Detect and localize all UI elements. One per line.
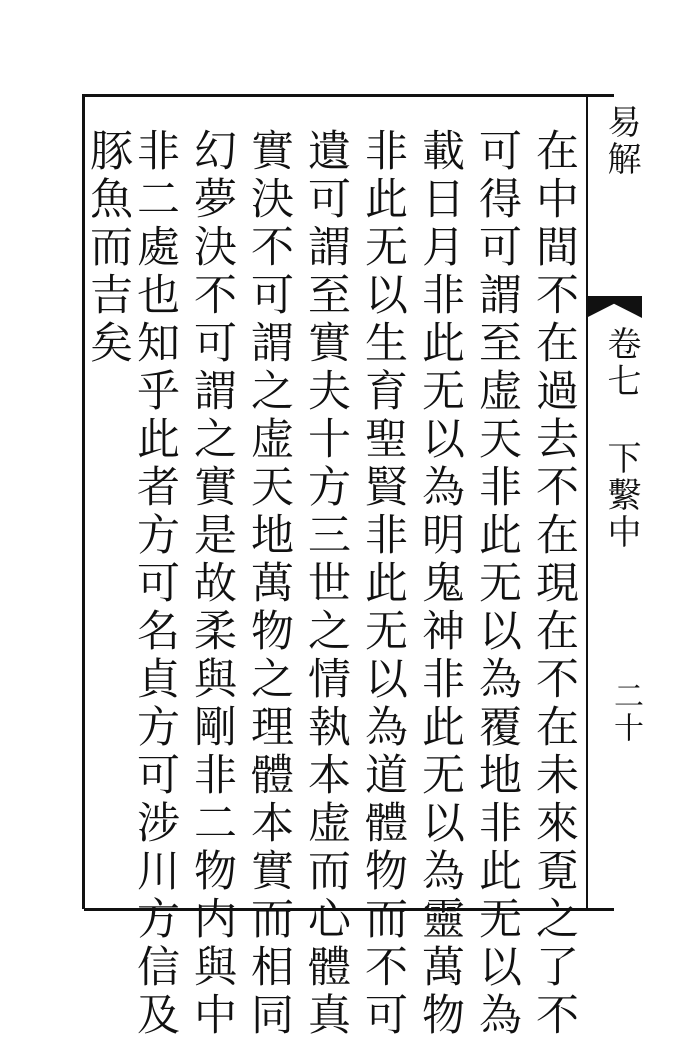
text-column-5: 遺可謂至實夫十方三世之情執本虚而心體真 bbox=[301, 128, 351, 1040]
text-column-3: 載日月非此无以為明鬼神非此无以為靈萬物 bbox=[415, 128, 465, 1040]
text-column-6: 實決不可謂之虚天地萬物之理體本實而相同 bbox=[244, 128, 294, 1040]
text-column-8: 非二處也知乎此者方可名貞方可涉川方信及 bbox=[130, 128, 180, 1040]
text-column-2: 可得可謂至虚天非此无以為覆地非此无以為 bbox=[472, 128, 522, 1040]
frame-top-border bbox=[84, 94, 614, 97]
text-column-9: 豚魚而吉矣 bbox=[83, 128, 133, 368]
text-column-7: 幻夢決不可謂之實是故柔與剛非二物内與中 bbox=[187, 128, 237, 1040]
chapter-label: 卷七 bbox=[601, 326, 641, 400]
margin-rule bbox=[586, 94, 588, 909]
section-label: 下繫中 bbox=[601, 440, 641, 551]
fish-tail-mark bbox=[586, 296, 642, 318]
book-title: 易解 bbox=[601, 104, 641, 178]
page-number: 二十 bbox=[608, 680, 643, 744]
text-column-1: 在中間不在過去不在現在不在未來覔之了不 bbox=[529, 128, 579, 1040]
text-column-4: 非此无以生育聖賢非此无以為道體物而不可 bbox=[358, 128, 408, 1040]
